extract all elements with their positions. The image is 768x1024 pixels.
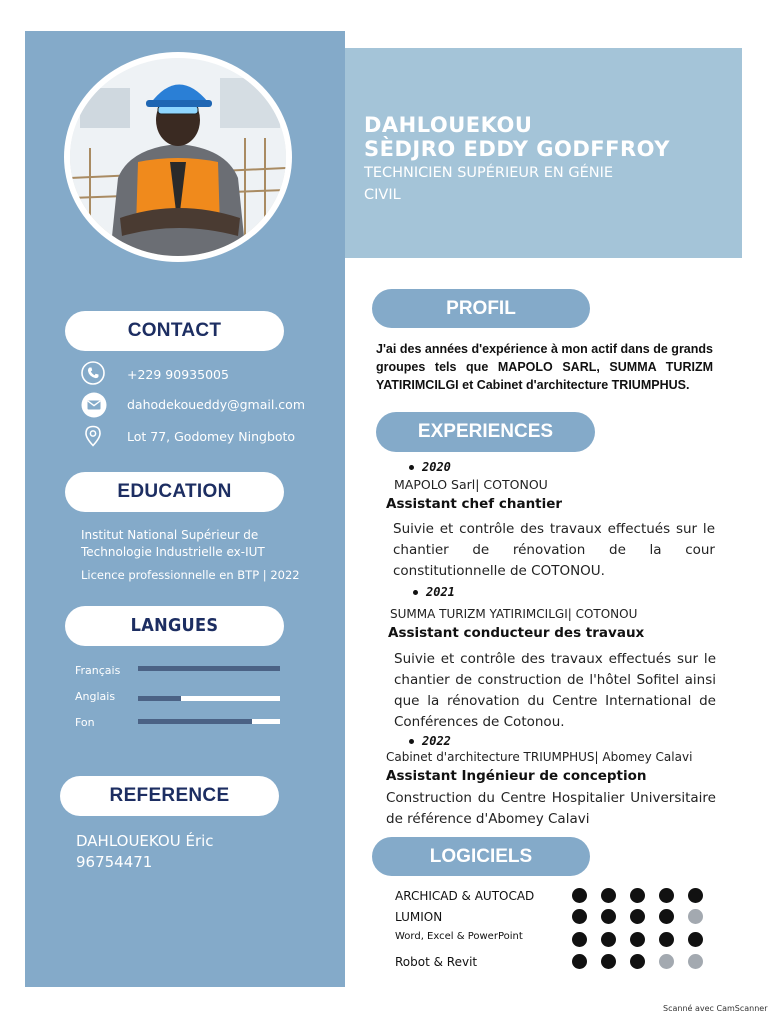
language-bar-fill [138,666,280,671]
rating-dot-filled [572,954,587,969]
languages-heading: LANGUES [65,606,284,646]
software-heading: LOGICIELS [372,837,590,876]
experience-description: Suivie et contrôle des travaux effectués sur le chantier de construction de l'hôtel Sofitel ainsi que la rénovation du Centre International de Conférences de Cotonou. [394,651,716,730]
software-label: ARCHICAD & AUTOCAD [395,889,535,903]
experiences-heading: EXPERIENCES [376,412,595,452]
experience-company: SUMMA TURIZM YATIRIMCILGI| COTONOU [390,607,638,621]
contact-phone: +229 90935005 [127,367,229,382]
rating-dot-empty [688,909,703,924]
profile-heading: PROFIL [372,289,590,328]
experience-role: Assistant Ingénieur de conception [386,768,647,784]
language-bar [138,666,280,671]
reference-phone: 96754471 [76,853,153,871]
reference-name: DAHLOUEKOU Éric [76,832,214,850]
education-institution-line1: Institut National Supérieur de [81,528,259,542]
language-label: Fon [75,716,95,729]
experience-company: MAPOLO Sarl| COTONOU [394,477,548,492]
experience-year: 2020 [409,460,451,474]
education-institution [81,527,265,561]
language-bar [138,696,280,701]
profile-text: J'ai des années d'expérience à mon actif dans de grands groupes tels que MAPOLO SARL, SUMMA TURIZM YATIRIMCILGI et Cabinet d'architecture TRIUMPHUS. [376,342,713,392]
rating-dot-filled [688,932,703,947]
rating-dot-filled [601,954,616,969]
phone-icon [81,361,105,385]
rating-dot-filled [572,909,587,924]
rating-dot-filled [630,888,645,903]
language-bar [138,719,280,724]
profile-photo [64,52,292,262]
contact-heading: CONTACT [65,311,284,351]
full-name [364,113,670,161]
reference-heading: REFERENCE [60,776,279,816]
rating-dot-filled [659,888,674,903]
rating-dot-filled [659,909,674,924]
bullet-icon [409,739,414,744]
scan-note: Scanné avec CamScanner [663,1004,768,1013]
name-line-2: SÈDJRO EDDY GODFFROY [364,137,670,161]
reference-contact [76,831,214,873]
rating-dot-empty [659,954,674,969]
rating-dot-filled [630,954,645,969]
education-heading: EDUCATION [65,472,284,512]
name-line-1: DAHLOUEKOU [364,113,533,137]
experience-description: Suivie et contrôle des travaux effectués sur le chantier de rénovation de la cour constitutionnelle de COTONOU. [393,521,715,579]
rating-dot-empty [688,954,703,969]
experience-year: 2022 [409,734,451,748]
rating-dot-filled [572,888,587,903]
education-institution-line2: Technologie Industrielle ex-IUT [81,545,265,559]
bullet-icon [413,590,418,595]
software-ratings [572,888,712,978]
experience-year: 2021 [413,585,455,599]
language-bar-fill [138,696,181,701]
education-degree: Licence professionnelle en BTP | 2022 [81,568,300,582]
contact-email[interactable]: dahodekoueddy@gmail.com [127,397,305,412]
location-icon [83,425,107,449]
rating-dot-filled [630,932,645,947]
contact-address: Lot 77, Godomey Ningboto [127,429,296,444]
language-bar-fill [138,719,252,724]
job-title-line-1: TECHNICIEN SUPÉRIEUR EN GÉNIE [364,165,614,181]
software-label: Word, Excel & PowerPoint [395,931,523,942]
rating-dot-filled [601,909,616,924]
bullet-icon [409,465,414,470]
rating-dot-filled [572,932,587,947]
job-title [364,162,613,206]
mail-icon [81,392,105,416]
person-illustration [70,58,286,256]
software-label: LUMION [395,910,443,924]
software-label: Robot & Revit [395,955,478,969]
rating-dot-filled [659,932,674,947]
rating-dot-filled [601,888,616,903]
experience-company: Cabinet d'architecture TRIUMPHUS| Abomey Calavi [386,750,693,764]
language-label: Français [75,664,121,677]
rating-dot-filled [601,932,616,947]
experience-description: Construction du Centre Hospitalier Universitaire de référence d'Abomey Calavi [386,790,716,827]
experience-role: Assistant chef chantier [386,496,563,512]
language-label: Anglais [75,690,116,703]
job-title-line-2: CIVIL [364,187,401,203]
rating-dot-filled [630,909,645,924]
experience-role: Assistant conducteur des travaux [388,625,645,641]
rating-dot-filled [688,888,703,903]
